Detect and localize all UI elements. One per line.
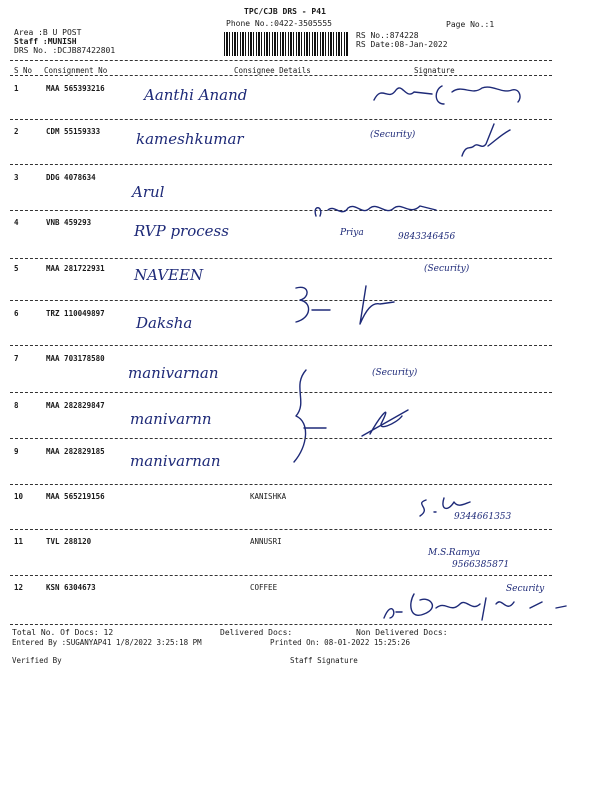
handwritten-signature: [290, 280, 400, 336]
handwritten-phone: 9344661353: [454, 512, 512, 522]
handwritten-consignee-name: RVP process: [134, 222, 229, 240]
handwritten-phone: 9843346456: [398, 232, 456, 242]
row-sno: 9: [14, 447, 19, 456]
row-sno: 2: [14, 127, 19, 136]
consignee-name: ANNUSRI: [250, 537, 282, 546]
handwritten-signature: [372, 80, 532, 110]
row-consignment-no: DDG 4078634: [46, 173, 96, 182]
handwritten-note: M.S.Ramya: [428, 548, 481, 558]
row-sno: 6: [14, 309, 19, 318]
consignee-name: KANISHKA: [250, 492, 287, 501]
row-divider: [10, 210, 552, 211]
staff-label: Staff :MUNISH: [14, 37, 77, 46]
rs-number: RS No.:874228: [356, 31, 419, 40]
row-divider: [10, 164, 552, 165]
footer-divider: [10, 624, 552, 625]
handwritten-phone: 9566385871: [452, 560, 510, 570]
handwritten-consignee-name: Arul: [132, 183, 165, 201]
total-docs: Total No. Of Docs: 12: [12, 628, 114, 637]
handwritten-consignee-name: manivarnan: [130, 452, 221, 470]
row-consignment-no: MAA 703178580: [46, 354, 105, 363]
staff-signature: Staff Signature: [290, 656, 358, 665]
row-sno: 10: [14, 492, 24, 501]
row-sno: 5: [14, 264, 19, 273]
handwritten-note: Priya: [340, 228, 364, 238]
row-sno: 4: [14, 218, 19, 227]
row-divider: [10, 300, 552, 301]
handwritten-signature: [312, 200, 442, 224]
row-consignment-no: CDM 55159333: [46, 127, 101, 136]
column-header-divider: [10, 75, 552, 76]
drs-number: DRS No. :DCJB87422801: [14, 46, 116, 55]
handwritten-consignee-name: manivarnn: [130, 410, 212, 428]
entered-by: Entered By :SUGANYAP41 1/8/2022 3:25:18 PM: [12, 638, 202, 647]
column-header-consignee-details: Consignee Details: [234, 66, 311, 75]
handwritten-signature: [286, 366, 416, 472]
printed-on: Printed On: 08-01-2022 15:25:26: [270, 638, 410, 647]
non-delivered-docs: Non Delivered Docs:: [356, 628, 448, 637]
column-header-sno: S No: [14, 66, 33, 75]
verified-by: Verified By: [12, 656, 62, 665]
handwritten-consignee-name: Aanthi Anand: [144, 86, 248, 104]
row-sno: 12: [14, 583, 24, 592]
row-sno: 1: [14, 84, 19, 93]
row-divider: [10, 575, 552, 576]
row-sno: 3: [14, 173, 19, 182]
barcode: [224, 32, 348, 56]
phone-number: Phone No.:0422-3505555: [226, 19, 332, 28]
row-consignment-no: MAA 282829185: [46, 447, 105, 456]
rs-date: RS Date:08-Jan-2022: [356, 40, 448, 49]
handwritten-consignee-name: manivarnan: [128, 364, 219, 382]
row-consignment-no: MAA 565219156: [46, 492, 105, 501]
handwritten-note: (Security): [424, 264, 470, 274]
document-title: TPC/CJB DRS - P41: [244, 7, 326, 16]
row-divider: [10, 438, 552, 439]
row-consignment-no: MAA 565393216: [46, 84, 105, 93]
handwritten-signature: [380, 590, 580, 624]
row-divider: [10, 484, 552, 485]
header-divider: [10, 60, 552, 61]
column-header-signature: Signature: [414, 66, 455, 75]
row-consignment-no: TVL 288120: [46, 537, 92, 546]
area-label: Area :B U POST: [14, 28, 82, 37]
row-divider: [10, 392, 552, 393]
row-consignment-no: VNB 459293: [46, 218, 92, 227]
row-divider: [10, 258, 552, 259]
row-consignment-no: MAA 282829847: [46, 401, 105, 410]
handwritten-note: (Security): [372, 368, 418, 378]
page-number: Page No.:1: [446, 20, 495, 29]
row-sno: 8: [14, 401, 19, 410]
delivered-docs: Delivered Docs:: [220, 628, 293, 637]
row-consignment-no: MAA 281722931: [46, 264, 105, 273]
handwritten-signature: [452, 116, 522, 162]
handwritten-note: (Security): [370, 130, 416, 140]
column-header-consignment: Consignment No: [44, 66, 108, 75]
row-consignment-no: TRZ 110049897: [46, 309, 105, 318]
consignee-name: COFFEE: [250, 583, 278, 592]
handwritten-consignee-name: kameshkumar: [136, 130, 244, 148]
row-divider: [10, 345, 552, 346]
handwritten-consignee-name: NAVEEN: [134, 266, 204, 284]
handwritten-note: Security: [506, 584, 545, 594]
row-divider: [10, 529, 552, 530]
row-consignment-no: KSN 6304673: [46, 583, 96, 592]
handwritten-consignee-name: Daksha: [136, 314, 193, 332]
row-sno: 7: [14, 354, 19, 363]
row-sno: 11: [14, 537, 24, 546]
